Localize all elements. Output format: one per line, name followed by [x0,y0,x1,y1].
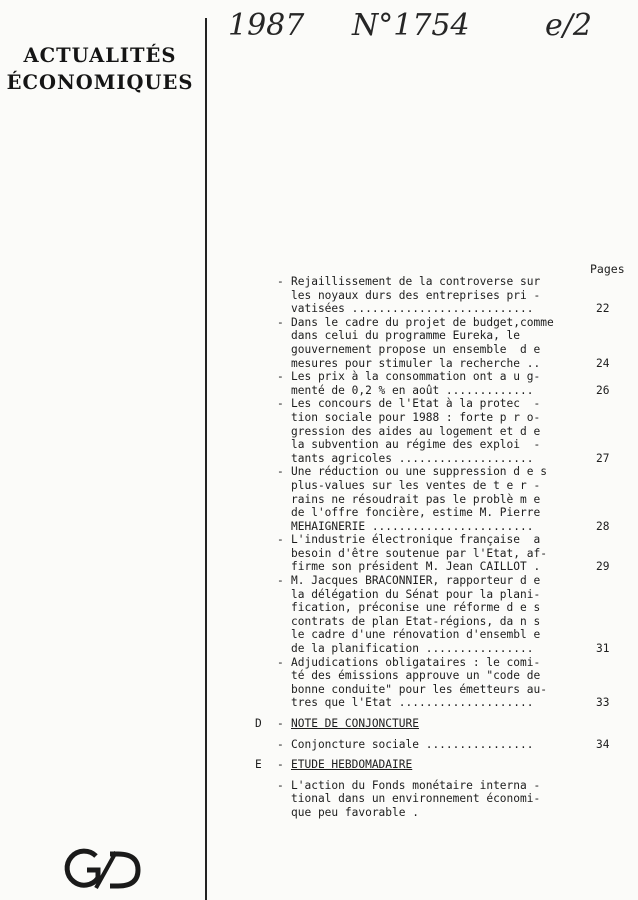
section-letter: D [255,717,262,730]
entry-text [291,465,573,533]
entry-line: Les concours de l'Etat à la protec - [291,397,541,411]
entry-line: contrats de plan Etat-régions, da n s [291,614,541,628]
entry-line: L'industrie électronique française a [291,533,541,547]
entry-page-number: 26 [596,383,610,397]
handwritten-issue-number: N°1754 [352,8,470,43]
entry-line: té des émissions approuve un "code de [291,669,541,683]
pages-column-header: Pages [590,262,625,276]
entry-line: Les prix à la consommation ont a u g- [291,370,541,384]
gd-logo-icon [60,848,150,892]
entry-line: le cadre d'une rénovation d'ensembl e [291,628,541,642]
masthead-line-1: ACTUALITÉS [23,44,177,67]
entry-line: tion sociale pour 1988 : forte p r o- [291,410,541,424]
section-e-entries [250,779,630,820]
table-of-contents [250,275,630,820]
toc-entry [250,370,630,397]
entry-line: de la planification ................ [291,642,534,656]
entry-line: les noyaux durs des entreprises pri - [291,288,541,302]
entry-line: tres que l'Etat .................... [291,696,534,710]
entry-page-number: 22 [596,302,610,316]
handwritten-year: 1987 [228,8,305,43]
entry-line: rains ne résoudrait pas le problè m e [291,492,541,506]
entry-page-number: 31 [596,642,610,656]
entry-text [291,574,573,656]
entry-dash: - [277,533,284,547]
entry-line: de l'offre foncière, estime M. Pierre [291,506,541,520]
entry-text [291,275,573,316]
section-e-heading [250,758,630,772]
entry-page-number: 33 [596,696,610,710]
entry-line: L'action du Fonds monétaire interna - [291,778,541,792]
entry-page-number: 24 [596,356,610,370]
toc-entry [250,574,630,656]
toc-entry [250,779,630,820]
section-dash: - [277,717,284,730]
entry-dash: - [277,574,284,588]
entry-line: bonne conduite" pour les émetteurs au- [291,682,547,696]
entry-dash: - [277,655,284,669]
entry-dash: - [277,315,284,329]
entry-line: la subvention au régime des exploi - [291,438,541,452]
entry-line: mesures pour stimuler la recherche .. [291,356,541,370]
entry-line: tants agricoles .................... [291,451,534,465]
section-title: ETUDE HEBDOMADAIRE [291,758,413,772]
entry-line: dans celui du programme Eureka, le [291,329,521,343]
entry-line: MEHAIGNERIE ........................ [291,519,534,533]
entry-line: vatisées ........................... [291,302,534,316]
section-letter: E [255,758,262,772]
section-c-entries [250,275,630,710]
entry-line: gouvernement propose un ensemble d e [291,342,541,356]
entry-text [291,656,573,710]
entry-line: la délégation du Sénat pour la plani- [291,587,541,601]
toc-entry [250,656,630,710]
toc-entry [250,533,630,574]
entry-text [291,397,573,465]
entry-line: plus-values sur les ventes de t e r - [291,478,541,492]
entry-page-number: 29 [596,560,610,574]
entry-dash: - [277,778,284,792]
entry-dash: - [277,275,284,288]
entry-text [291,533,573,574]
entry-line: que peu favorable . [291,805,419,819]
entry-dash: - [277,370,284,384]
entry-page-number: 27 [596,451,610,465]
entry-line: Conjoncture sociale ................ [291,737,534,751]
toc-entry [250,738,630,752]
toc-entry [250,275,630,316]
section-title: NOTE DE CONJONCTURE [291,717,419,730]
entry-text [291,738,573,752]
masthead [0,42,200,96]
entry-line: firme son président M. Jean CAILLOT . [291,560,541,574]
entry-dash: - [277,397,284,411]
masthead-line-2: ÉCONOMIQUES [6,71,194,94]
entry-line: tional dans un environnement économi- [291,792,541,806]
entry-page-number: 34 [596,737,610,751]
toc-entry [250,316,630,370]
section-d-entries [250,738,630,752]
entry-line: M. Jacques BRACONNIER, rapporteur d e [291,574,541,588]
section-d-heading [250,717,630,731]
entry-line: Dans le cadre du projet de budget,comme [291,315,554,329]
toc-entry [250,397,630,465]
entry-line: gression des aides au logement et d e [291,424,541,438]
entry-line: Adjudications obligataires : le comi- [291,655,541,669]
entry-line: menté de 0,2 % en août ............. [291,383,534,397]
entry-line: Rejaillissement de la controverse sur [291,275,541,288]
entry-line: Une réduction ou une suppression d e s [291,465,547,479]
entry-text [291,316,573,370]
entry-line: fication, préconise une réforme d e s [291,601,541,615]
section-dash: - [277,758,284,772]
handwritten-page-mark: e/2 [545,8,592,43]
entry-text [291,779,573,820]
entry-page-number: 28 [596,519,610,533]
entry-dash: - [277,737,284,751]
vertical-rule [205,18,207,900]
entry-text [291,370,573,397]
toc-entry [250,465,630,533]
entry-line: besoin d'être soutenue par l'Etat, af- [291,546,547,560]
entry-dash: - [277,465,284,479]
